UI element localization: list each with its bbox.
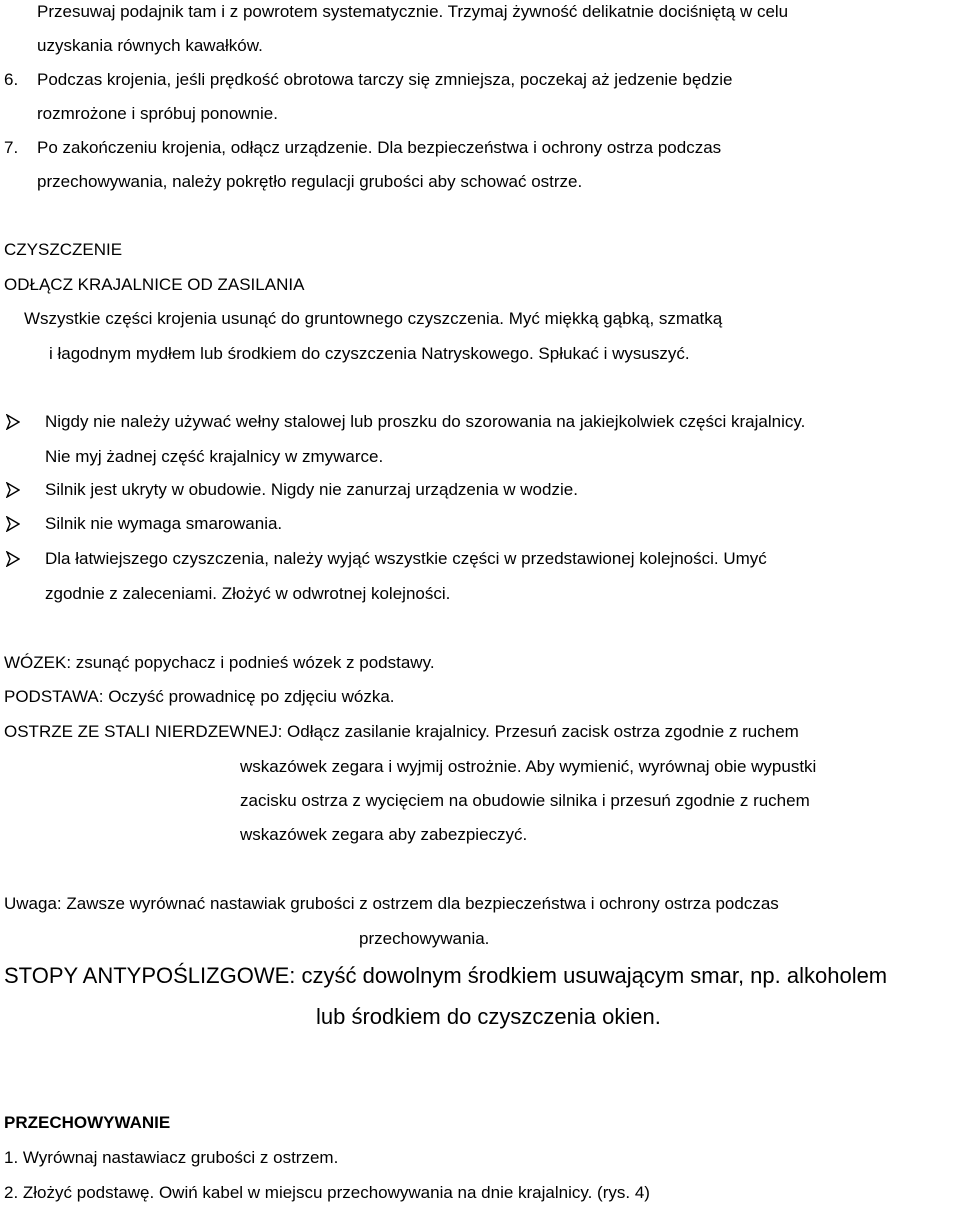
step6-line1: Podczas krojenia, jeśli prędkość obrotowa tarczy się zmniejsza, poczekaj aż jedzenie będzie [37, 70, 733, 89]
step5-line2: uzyskania równych kawałków. [37, 36, 263, 55]
cleaning-intro-line1: Wszystkie części krojenia usunąć do gruntownego czyszczenia. Myć miękką gąbką, szmatką [24, 309, 723, 328]
bullet-3-line1: Silnik nie wymaga smarowania. [45, 514, 283, 533]
uwaga-line1: Uwaga: Zawsze wyrównać nastawiak grubości z ostrzem dla bezpieczeństwa i ochrony ostrza podczas [4, 894, 779, 913]
bullet-1-line2: Nie myj żadnej część krajalnicy w zmywarce. [45, 447, 384, 466]
bullet-4-line1: Dla łatwiejszego czyszczenia, należy wyjąć wszystkie części w przedstawionej kolejności. Umyć [45, 549, 767, 568]
ostrze-line1: OSTRZE ZE STALI NIERDZEWNEJ: Odłącz zasilanie krajalnicy. Przesuń zacisk ostrza zgodnie z ruchem [4, 722, 799, 741]
arrowhead-bullet-icon [6, 482, 20, 498]
ostrze-line2: wskazówek zegara i wyjmij ostrożnie. Aby wymienić, wyrównaj obie wypustki [240, 757, 817, 776]
step5-line1: Przesuwaj podajnik tam i z powrotem systematycznie. Trzymaj żywność delikatnie dociśniętą w celu [37, 2, 789, 21]
arrowhead-bullet-icon [6, 414, 20, 430]
uwaga-line2: przechowywania. [359, 929, 490, 948]
stopy-line2: lub środkiem do czyszczenia okien. [316, 1004, 661, 1029]
step6-line2: rozmrożone i spróbuj ponownie. [37, 104, 278, 123]
cleaning-heading: CZYSZCZENIE [4, 240, 123, 259]
bullet-4-line2: zgodnie z zaleceniami. Złożyć w odwrotnej kolejności. [45, 584, 451, 603]
step7-line1: Po zakończeniu krojenia, odłącz urządzenie. Dla bezpieczeństwa i ochrony ostrza podczas [37, 138, 722, 157]
cleaning-subheading: ODŁĄCZ KRAJALNICE OD ZASILANIA [4, 275, 305, 294]
arrowhead-bullet-icon [6, 516, 20, 532]
arrowhead-bullet-icon [6, 551, 20, 567]
wozek-text: WÓZEK: zsunąć popychacz i podnieś wózek z podstawy. [4, 653, 435, 672]
ostrze-line4: wskazówek zegara aby zabezpieczyć. [240, 825, 528, 844]
storage-item-1: 1. Wyrównaj nastawiacz grubości z ostrzem. [4, 1148, 339, 1167]
stopy-line1: STOPY ANTYPOŚLIZGOWE: czyść dowolnym środkiem usuwającym smar, np. alkoholem [4, 963, 888, 988]
storage-item-2: 2. Złożyć podstawę. Owiń kabel w miejscu przechowywania na dnie krajalnicy. (rys. 4) [4, 1183, 650, 1202]
cleaning-intro-line2: i łagodnym mydłem lub środkiem do czyszczenia Natryskowego. Spłukać i wysuszyć. [49, 344, 690, 363]
storage-heading: PRZECHOWYWANIE [4, 1113, 171, 1132]
bullet-2-line1: Silnik jest ukryty w obudowie. Nigdy nie zanurzaj urządzenia w wodzie. [45, 480, 578, 499]
step6-number: 6. [4, 70, 19, 89]
step7-line2: przechowywania, należy pokrętło regulacji grubości aby schować ostrze. [37, 172, 583, 191]
step7-number: 7. [4, 138, 19, 157]
ostrze-line3: zacisku ostrza z wycięciem na obudowie silnika i przesuń zgodnie z ruchem [240, 791, 810, 810]
podstawa-text: PODSTAWA: Oczyść prowadnicę po zdjęciu wózka. [4, 687, 395, 706]
bullet-1-line1: Nigdy nie należy używać wełny stalowej lub proszku do szorowania na jakiejkolwiek części krajalnicy. [45, 412, 806, 431]
